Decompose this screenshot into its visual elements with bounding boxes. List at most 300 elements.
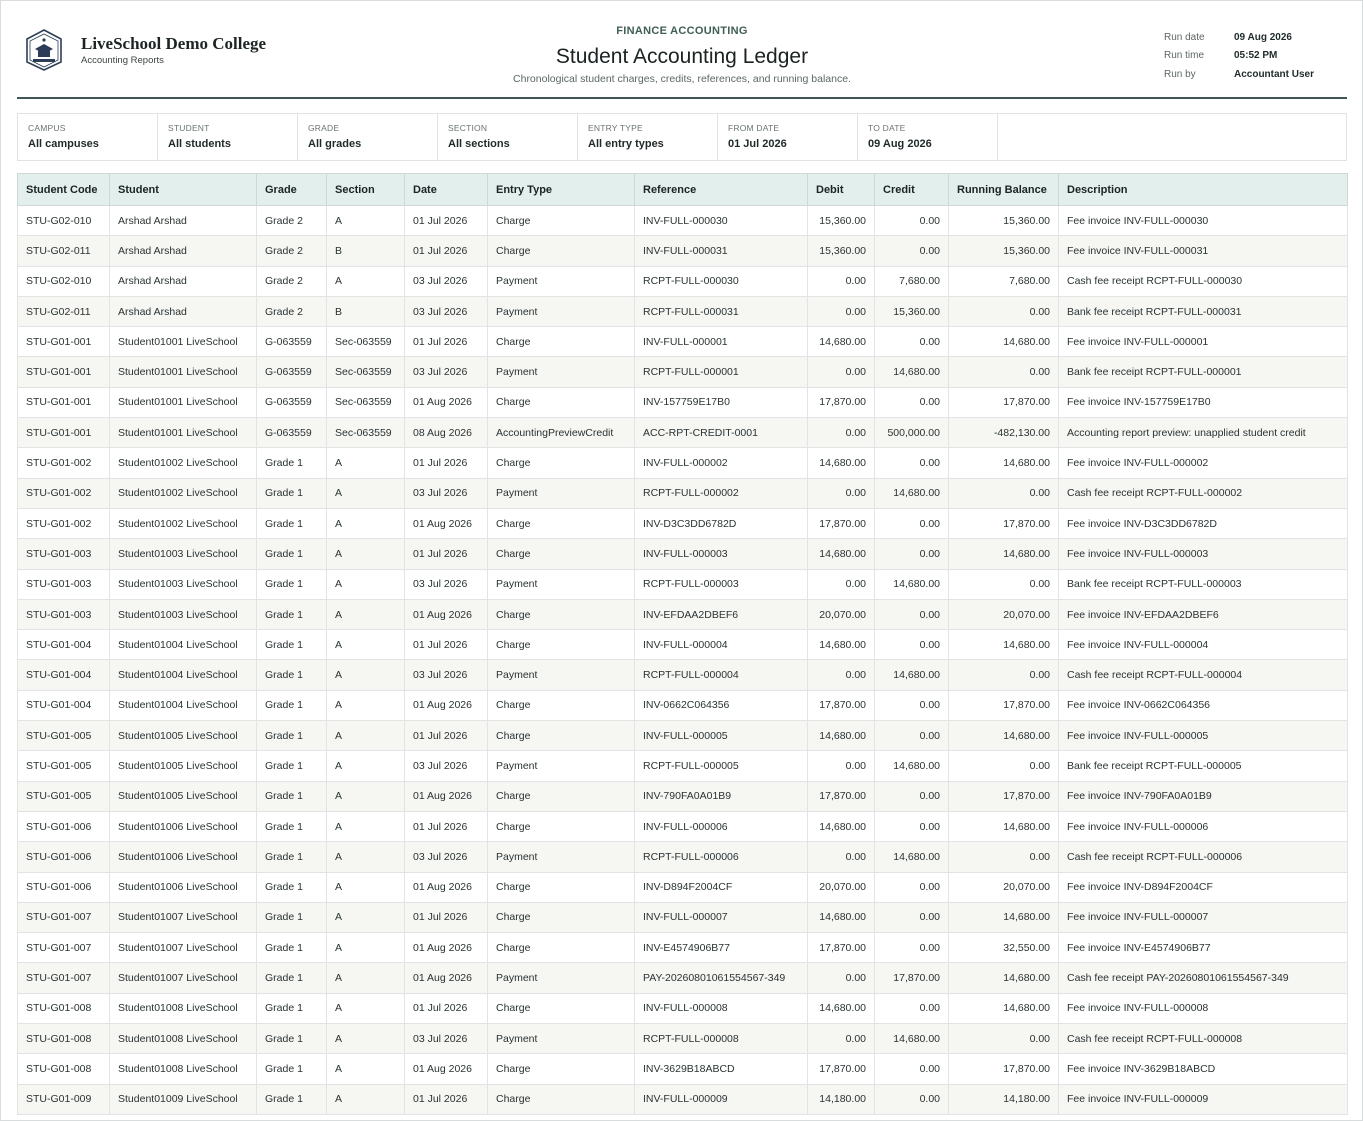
- cell-credit: 14,680.00: [875, 1024, 949, 1054]
- column-header-debit: Debit: [808, 174, 875, 206]
- run-by-value: Accountant User: [1234, 68, 1315, 80]
- cell-student-code: STU-G01-007: [18, 902, 110, 932]
- cell-entry-type: Payment: [488, 296, 635, 326]
- cell-section: A: [327, 872, 405, 902]
- column-header-entry-type: Entry Type: [488, 174, 635, 206]
- cell-description: Fee invoice INV-790FA0A01B9: [1059, 781, 1348, 811]
- table-row: [18, 539, 1348, 569]
- table-row: [18, 660, 1348, 690]
- cell-section: A: [327, 1024, 405, 1054]
- cell-date: 01 Aug 2026: [405, 1054, 488, 1084]
- filter-campus[interactable]: [18, 114, 158, 160]
- cell-section: B: [327, 296, 405, 326]
- cell-date: 01 Aug 2026: [405, 872, 488, 902]
- cell-entry-type: Charge: [488, 690, 635, 720]
- cell-grade: Grade 1: [257, 1054, 327, 1084]
- cell-entry-type: Payment: [488, 478, 635, 508]
- cell-section: A: [327, 539, 405, 569]
- table-row: [18, 569, 1348, 599]
- table-row: [18, 296, 1348, 326]
- cell-reference: INV-FULL-000006: [635, 811, 808, 841]
- cell-student-code: STU-G01-005: [18, 781, 110, 811]
- cell-entry-type: Payment: [488, 569, 635, 599]
- filter-value: All students: [168, 138, 231, 150]
- cell-entry-type: Payment: [488, 751, 635, 781]
- cell-credit: 14,680.00: [875, 569, 949, 599]
- cell-section: A: [327, 721, 405, 751]
- cell-student: Student01003 LiveSchool: [110, 569, 257, 599]
- cell-credit: 0.00: [875, 206, 949, 236]
- cell-date: 01 Aug 2026: [405, 781, 488, 811]
- cell-student: Student01001 LiveSchool: [110, 387, 257, 417]
- cell-description: Fee invoice INV-FULL-000031: [1059, 236, 1348, 266]
- cell-grade: Grade 1: [257, 660, 327, 690]
- cell-reference: PAY-20260801061554567-349: [635, 963, 808, 993]
- cell-debit: 14,680.00: [808, 630, 875, 660]
- cell-running-balance: -482,130.00: [949, 418, 1059, 448]
- table-row: [18, 1084, 1348, 1114]
- cell-reference: RCPT-FULL-000001: [635, 357, 808, 387]
- cell-section: Sec-063559: [327, 327, 405, 357]
- cell-section: A: [327, 569, 405, 599]
- table-row: [18, 327, 1348, 357]
- cell-running-balance: 0.00: [949, 1024, 1059, 1054]
- table-row: [18, 599, 1348, 629]
- table-row: [18, 721, 1348, 751]
- ledger-header: [18, 174, 1348, 206]
- table-row: [18, 236, 1348, 266]
- filter-grade[interactable]: [298, 114, 438, 160]
- cell-credit: 14,680.00: [875, 751, 949, 781]
- cell-credit: 0.00: [875, 933, 949, 963]
- filter-value: All sections: [448, 138, 510, 150]
- cell-grade: Grade 1: [257, 721, 327, 751]
- cell-section: A: [327, 266, 405, 296]
- cell-entry-type: Payment: [488, 963, 635, 993]
- cell-entry-type: Charge: [488, 811, 635, 841]
- cell-description: Fee invoice INV-FULL-000003: [1059, 539, 1348, 569]
- cell-running-balance: 32,550.00: [949, 933, 1059, 963]
- cell-credit: 0.00: [875, 781, 949, 811]
- cell-description: Fee invoice INV-FULL-000008: [1059, 993, 1348, 1023]
- cell-debit: 0.00: [808, 266, 875, 296]
- table-row: [18, 266, 1348, 296]
- cell-grade: Grade 1: [257, 569, 327, 599]
- column-header-student: Student: [110, 174, 257, 206]
- cell-credit: 15,360.00: [875, 296, 949, 326]
- cell-entry-type: Charge: [488, 236, 635, 266]
- cell-date: 01 Aug 2026: [405, 933, 488, 963]
- cell-running-balance: 14,680.00: [949, 993, 1059, 1023]
- filter-value: All entry types: [588, 138, 664, 150]
- filter-label: ENTRY TYPE: [588, 123, 643, 133]
- table-row: [18, 508, 1348, 538]
- cell-debit: 0.00: [808, 357, 875, 387]
- cell-debit: 0.00: [808, 963, 875, 993]
- cell-student-code: STU-G01-002: [18, 448, 110, 478]
- cell-running-balance: 0.00: [949, 478, 1059, 508]
- cell-credit: 0.00: [875, 811, 949, 841]
- cell-reference: INV-FULL-000003: [635, 539, 808, 569]
- cell-student-code: STU-G01-002: [18, 478, 110, 508]
- cell-date: 01 Jul 2026: [405, 448, 488, 478]
- cell-date: 03 Jul 2026: [405, 266, 488, 296]
- cell-reference: INV-FULL-000031: [635, 236, 808, 266]
- cell-description: Fee invoice INV-FULL-000006: [1059, 811, 1348, 841]
- cell-section: Sec-063559: [327, 418, 405, 448]
- cell-credit: 0.00: [875, 872, 949, 902]
- cell-student: Student01001 LiveSchool: [110, 327, 257, 357]
- filter-label: TO DATE: [868, 123, 906, 133]
- cell-student: Student01002 LiveSchool: [110, 448, 257, 478]
- column-header-description: Description: [1059, 174, 1348, 206]
- cell-date: 01 Jul 2026: [405, 1084, 488, 1114]
- cell-reference: INV-FULL-000004: [635, 630, 808, 660]
- table-row: [18, 933, 1348, 963]
- filter-entry-type[interactable]: [578, 114, 718, 160]
- cell-entry-type: Payment: [488, 842, 635, 872]
- table-row: [18, 842, 1348, 872]
- cell-entry-type: Charge: [488, 327, 635, 357]
- cell-student-code: STU-G01-006: [18, 811, 110, 841]
- cell-student-code: STU-G02-010: [18, 206, 110, 236]
- cell-student-code: STU-G02-010: [18, 266, 110, 296]
- table-row: [18, 387, 1348, 417]
- cell-section: A: [327, 660, 405, 690]
- cell-section: A: [327, 902, 405, 932]
- cell-running-balance: 14,680.00: [949, 902, 1059, 932]
- cell-student-code: STU-G01-001: [18, 418, 110, 448]
- cell-credit: 0.00: [875, 599, 949, 629]
- cell-student-code: STU-G01-008: [18, 1024, 110, 1054]
- cell-description: Bank fee receipt RCPT-FULL-000005: [1059, 751, 1348, 781]
- cell-debit: 0.00: [808, 842, 875, 872]
- table-row: [18, 206, 1348, 236]
- cell-grade: Grade 1: [257, 630, 327, 660]
- cell-grade: Grade 1: [257, 599, 327, 629]
- table-row: [18, 418, 1348, 448]
- cell-student-code: STU-G01-004: [18, 630, 110, 660]
- cell-entry-type: Charge: [488, 1084, 635, 1114]
- cell-description: Fee invoice INV-FULL-000030: [1059, 206, 1348, 236]
- cell-running-balance: 17,870.00: [949, 508, 1059, 538]
- cell-credit: 0.00: [875, 539, 949, 569]
- cell-date: 03 Jul 2026: [405, 357, 488, 387]
- cell-student: Student01006 LiveSchool: [110, 811, 257, 841]
- cell-section: A: [327, 599, 405, 629]
- ledger-table: [17, 173, 1348, 1115]
- cell-credit: 0.00: [875, 690, 949, 720]
- cell-reference: RCPT-FULL-000030: [635, 266, 808, 296]
- cell-grade: Grade 1: [257, 933, 327, 963]
- cell-section: A: [327, 1084, 405, 1114]
- cell-date: 08 Aug 2026: [405, 418, 488, 448]
- cell-date: 03 Jul 2026: [405, 296, 488, 326]
- cell-date: 01 Aug 2026: [405, 963, 488, 993]
- column-header-reference: Reference: [635, 174, 808, 206]
- cell-running-balance: 14,680.00: [949, 963, 1059, 993]
- cell-grade: Grade 1: [257, 902, 327, 932]
- run-by-label: Run by: [1164, 68, 1196, 80]
- cell-debit: 14,680.00: [808, 902, 875, 932]
- cell-student: Arshad Arshad: [110, 206, 257, 236]
- cell-reference: INV-FULL-000002: [635, 448, 808, 478]
- cell-running-balance: 0.00: [949, 357, 1059, 387]
- cell-grade: Grade 1: [257, 448, 327, 478]
- cell-credit: 0.00: [875, 993, 949, 1023]
- cell-date: 01 Aug 2026: [405, 599, 488, 629]
- cell-date: 03 Jul 2026: [405, 1024, 488, 1054]
- cell-running-balance: 15,360.00: [949, 206, 1059, 236]
- cell-reference: RCPT-FULL-000008: [635, 1024, 808, 1054]
- cell-running-balance: 20,070.00: [949, 872, 1059, 902]
- cell-running-balance: 20,070.00: [949, 599, 1059, 629]
- cell-debit: 0.00: [808, 660, 875, 690]
- cell-reference: INV-EFDAA2DBEF6: [635, 599, 808, 629]
- cell-description: Bank fee receipt RCPT-FULL-000001: [1059, 357, 1348, 387]
- cell-reference: INV-157759E17B0: [635, 387, 808, 417]
- cell-debit: 17,870.00: [808, 508, 875, 538]
- cell-student: Student01008 LiveSchool: [110, 1024, 257, 1054]
- cell-description: Bank fee receipt RCPT-FULL-000003: [1059, 569, 1348, 599]
- cell-section: A: [327, 933, 405, 963]
- cell-grade: Grade 2: [257, 206, 327, 236]
- cell-section: A: [327, 811, 405, 841]
- cell-student: Student01001 LiveSchool: [110, 357, 257, 387]
- cell-credit: 0.00: [875, 1084, 949, 1114]
- cell-entry-type: Charge: [488, 781, 635, 811]
- filter-label: STUDENT: [168, 123, 210, 133]
- filter-student[interactable]: [158, 114, 298, 160]
- cell-entry-type: Charge: [488, 902, 635, 932]
- cell-grade: Grade 1: [257, 872, 327, 902]
- header-row: [18, 174, 1348, 206]
- table-row: [18, 690, 1348, 720]
- cell-entry-type: Charge: [488, 993, 635, 1023]
- cell-debit: 14,680.00: [808, 993, 875, 1023]
- cell-student-code: STU-G01-004: [18, 660, 110, 690]
- cell-student-code: STU-G01-007: [18, 933, 110, 963]
- cell-student-code: STU-G02-011: [18, 236, 110, 266]
- table-row: [18, 1054, 1348, 1084]
- cell-date: 03 Jul 2026: [405, 569, 488, 599]
- cell-entry-type: Charge: [488, 933, 635, 963]
- cell-running-balance: 7,680.00: [949, 266, 1059, 296]
- run-meta: [1164, 28, 1314, 84]
- cell-student: Student01005 LiveSchool: [110, 751, 257, 781]
- cell-description: Cash fee receipt PAY-20260801061554567-349: [1059, 963, 1348, 993]
- cell-debit: 0.00: [808, 478, 875, 508]
- cell-grade: G-063559: [257, 387, 327, 417]
- cell-reference: RCPT-FULL-000005: [635, 751, 808, 781]
- cell-student-code: STU-G02-011: [18, 296, 110, 326]
- cell-student: Arshad Arshad: [110, 236, 257, 266]
- column-header-section: Section: [327, 174, 405, 206]
- cell-reference: INV-E4574906B77: [635, 933, 808, 963]
- cell-grade: G-063559: [257, 327, 327, 357]
- report-kicker: FINANCE ACCOUNTING: [616, 25, 748, 37]
- cell-description: Fee invoice INV-157759E17B0: [1059, 387, 1348, 417]
- cell-description: Bank fee receipt RCPT-FULL-000031: [1059, 296, 1348, 326]
- cell-debit: 15,360.00: [808, 206, 875, 236]
- cell-grade: Grade 1: [257, 993, 327, 1023]
- cell-date: 01 Jul 2026: [405, 721, 488, 751]
- cell-running-balance: 14,680.00: [949, 721, 1059, 751]
- table-row: [18, 630, 1348, 660]
- cell-section: A: [327, 448, 405, 478]
- filter-section[interactable]: [438, 114, 578, 160]
- cell-student: Student01008 LiveSchool: [110, 1054, 257, 1084]
- cell-entry-type: Charge: [488, 630, 635, 660]
- report-title: Student Accounting Ledger: [555, 45, 809, 68]
- filter-to-date[interactable]: [858, 114, 998, 160]
- cell-date: 01 Jul 2026: [405, 902, 488, 932]
- cell-reference: INV-FULL-000005: [635, 721, 808, 751]
- cell-description: Fee invoice INV-FULL-000002: [1059, 448, 1348, 478]
- cell-debit: 17,870.00: [808, 690, 875, 720]
- cell-student-code: STU-G01-003: [18, 569, 110, 599]
- cell-section: A: [327, 781, 405, 811]
- cell-credit: 0.00: [875, 327, 949, 357]
- cell-date: 01 Jul 2026: [405, 327, 488, 357]
- cell-debit: 17,870.00: [808, 1054, 875, 1084]
- cell-grade: Grade 1: [257, 1024, 327, 1054]
- cell-entry-type: Charge: [488, 1054, 635, 1084]
- cell-running-balance: 0.00: [949, 660, 1059, 690]
- cell-student-code: STU-G01-006: [18, 842, 110, 872]
- cell-grade: G-063559: [257, 357, 327, 387]
- cell-credit: 0.00: [875, 387, 949, 417]
- report-title-block: [457, 25, 907, 85]
- filter-value: All campuses: [28, 138, 99, 150]
- cell-date: 03 Jul 2026: [405, 842, 488, 872]
- cell-entry-type: Charge: [488, 508, 635, 538]
- cell-description: Fee invoice INV-3629B18ABCD: [1059, 1054, 1348, 1084]
- cell-debit: 20,070.00: [808, 872, 875, 902]
- table-row: [18, 811, 1348, 841]
- cell-grade: Grade 1: [257, 539, 327, 569]
- cell-reference: INV-FULL-000007: [635, 902, 808, 932]
- cell-credit: 14,680.00: [875, 357, 949, 387]
- cell-credit: 14,680.00: [875, 842, 949, 872]
- cell-debit: 0.00: [808, 751, 875, 781]
- filter-label: GRADE: [308, 123, 340, 133]
- cell-description: Fee invoice INV-FULL-000001: [1059, 327, 1348, 357]
- cell-section: B: [327, 236, 405, 266]
- cell-reference: RCPT-FULL-000006: [635, 842, 808, 872]
- filter-label: FROM DATE: [728, 123, 780, 133]
- cell-date: 03 Jul 2026: [405, 660, 488, 690]
- cell-debit: 17,870.00: [808, 933, 875, 963]
- cell-grade: Grade 1: [257, 811, 327, 841]
- cell-date: 01 Jul 2026: [405, 993, 488, 1023]
- cell-credit: 14,680.00: [875, 660, 949, 690]
- cell-credit: 17,870.00: [875, 963, 949, 993]
- cell-student: Student01006 LiveSchool: [110, 842, 257, 872]
- cell-entry-type: Payment: [488, 357, 635, 387]
- cell-student: Student01006 LiveSchool: [110, 872, 257, 902]
- cell-section: A: [327, 690, 405, 720]
- cell-section: A: [327, 963, 405, 993]
- cell-student-code: STU-G01-001: [18, 357, 110, 387]
- cell-grade: G-063559: [257, 418, 327, 448]
- cell-student-code: STU-G01-003: [18, 539, 110, 569]
- table-row: [18, 963, 1348, 993]
- cell-student: Student01007 LiveSchool: [110, 963, 257, 993]
- table-row: [18, 448, 1348, 478]
- table-row: [18, 781, 1348, 811]
- cell-student: Student01003 LiveSchool: [110, 539, 257, 569]
- table-row: [18, 751, 1348, 781]
- run-time-row: [1164, 47, 1314, 66]
- college-subtitle: Accounting Reports: [81, 54, 164, 66]
- cell-running-balance: 14,180.00: [949, 1084, 1059, 1114]
- cell-description: Fee invoice INV-FULL-000004: [1059, 630, 1348, 660]
- cell-reference: INV-FULL-000030: [635, 206, 808, 236]
- cell-debit: 14,680.00: [808, 721, 875, 751]
- cell-running-balance: 15,360.00: [949, 236, 1059, 266]
- table-row: [18, 993, 1348, 1023]
- cell-section: A: [327, 993, 405, 1023]
- filter-from-date[interactable]: [718, 114, 858, 160]
- filter-label: CAMPUS: [28, 123, 66, 133]
- column-header-student-code: Student Code: [18, 174, 110, 206]
- cell-section: Sec-063559: [327, 387, 405, 417]
- cell-credit: 0.00: [875, 902, 949, 932]
- cell-debit: 0.00: [808, 418, 875, 448]
- column-header-date: Date: [405, 174, 488, 206]
- cell-running-balance: 14,680.00: [949, 539, 1059, 569]
- cell-entry-type: Charge: [488, 539, 635, 569]
- run-by-row: [1164, 65, 1314, 84]
- cell-entry-type: Charge: [488, 872, 635, 902]
- cell-section: A: [327, 1054, 405, 1084]
- cell-running-balance: 14,680.00: [949, 327, 1059, 357]
- cell-section: A: [327, 630, 405, 660]
- cell-student: Student01002 LiveSchool: [110, 508, 257, 538]
- cell-student-code: STU-G01-003: [18, 599, 110, 629]
- cell-student: Student01008 LiveSchool: [110, 993, 257, 1023]
- cell-section: A: [327, 751, 405, 781]
- cell-date: 01 Jul 2026: [405, 630, 488, 660]
- cell-entry-type: Charge: [488, 387, 635, 417]
- cell-credit: 0.00: [875, 721, 949, 751]
- cell-credit: 14,680.00: [875, 478, 949, 508]
- brand: [23, 29, 266, 71]
- run-time-value: 05:52 PM: [1234, 50, 1278, 62]
- cell-description: Fee invoice INV-0662C064356: [1059, 690, 1348, 720]
- cell-debit: 20,070.00: [808, 599, 875, 629]
- cell-grade: Grade 1: [257, 1084, 327, 1114]
- column-header-running-balance: Running Balance: [949, 174, 1059, 206]
- cell-debit: 14,680.00: [808, 539, 875, 569]
- cell-reference: INV-FULL-000001: [635, 327, 808, 357]
- cell-description: Cash fee receipt RCPT-FULL-000008: [1059, 1024, 1348, 1054]
- cell-reference: INV-D894F2004CF: [635, 872, 808, 902]
- cell-debit: 0.00: [808, 569, 875, 599]
- cell-student: Student01004 LiveSchool: [110, 630, 257, 660]
- cell-debit: 15,360.00: [808, 236, 875, 266]
- cell-debit: 14,680.00: [808, 811, 875, 841]
- run-time-label: Run time: [1164, 50, 1205, 62]
- cell-description: Fee invoice INV-E4574906B77: [1059, 933, 1348, 963]
- table-row: [18, 478, 1348, 508]
- filter-value: 01 Jul 2026: [728, 138, 787, 150]
- cell-student-code: STU-G01-008: [18, 1054, 110, 1084]
- cell-reference: INV-D3C3DD6782D: [635, 508, 808, 538]
- cell-date: 01 Aug 2026: [405, 690, 488, 720]
- cell-section: Sec-063559: [327, 357, 405, 387]
